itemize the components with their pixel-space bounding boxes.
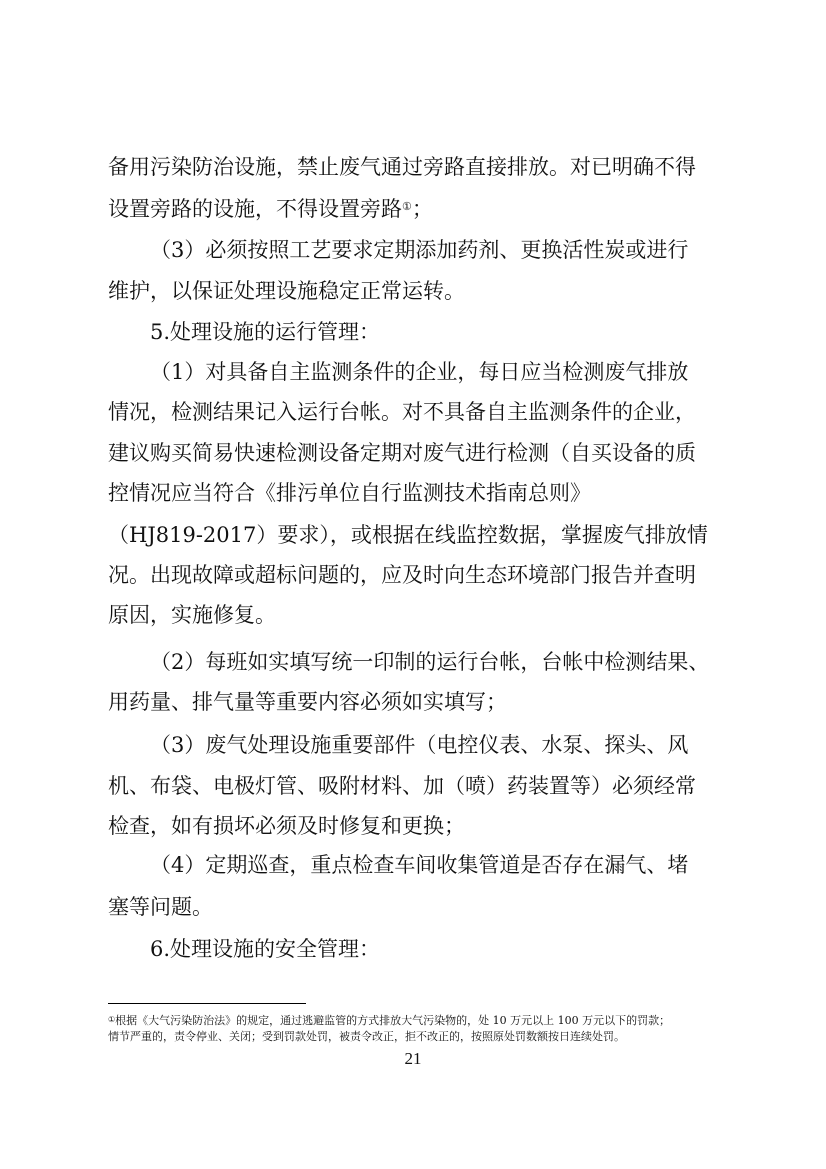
footnote-line: ①根据《大气污染防治法》的规定，通过逃避监管的方式排放大气污染物的，处 10 万元以上 100 万元以下的罚款； (108, 1014, 671, 1027)
page-number: 21 (404, 1049, 422, 1068)
footnote-marker: ① (108, 1015, 116, 1024)
document-page: 备用污染防治设施，禁止废气通过旁路直接排放。对已明确不得 设置旁路的设施，不得设置旁路①； （3）必须按照工艺要求定期添加药剂、更换活性炭或进行 维护，以保证处理设施稳定正常运转。 5.处理设施的运行管理： （1）对具备自主监测条件的企业，每日应当检测废气排放 情况，检测结果记入运行台帐。对不具备自主监测条件的企业， 建议购买简易快速检测设备定期对废气进行检测（自买设备的质 控情况应当符合《排污单位自行监测技术指南总则》 （HJ819-2017）要求），或根据在线监控数据，掌握废气排放情 况。出现故障或超标问题的，应及时向生态环境部门报告并查明 原因，实施修复。 （2）每班如实填写统一印制的运行台帐，台帐中检测结果、 用药量、排气量等重要内容必须如实填写； （3）废气处理设施重要部件（电控仪表、水泵、探头、风 机、布袋、电极灯管、吸附材料、加（喷）药装置等）必须经常 检查，如有损坏必须及时修复和更换； （4）定期巡查，重点检查车间收集管道是否存在漏气、堵 塞等问题。 6.处理设施的安全管理： ①根据《大气污染防治法》的规定，通过逃避监管的方式排放大气污染物的，处 10 万元以上 100 万元以下的罚款； 情节严重的，责令停业、关闭；受到罚款处罚，被责令改正，拒不改正的，按照原处罚数额按日连续处罚。 21 (0, 0, 826, 1169)
footnote-reference: ① (402, 200, 412, 213)
footnote-divider (108, 1003, 306, 1004)
footnote-line: 情节严重的，责令停业、关闭；受到罚款处罚，被责令改正，拒不改正的，按照原处罚数额按日连续处罚。 (108, 1030, 625, 1043)
